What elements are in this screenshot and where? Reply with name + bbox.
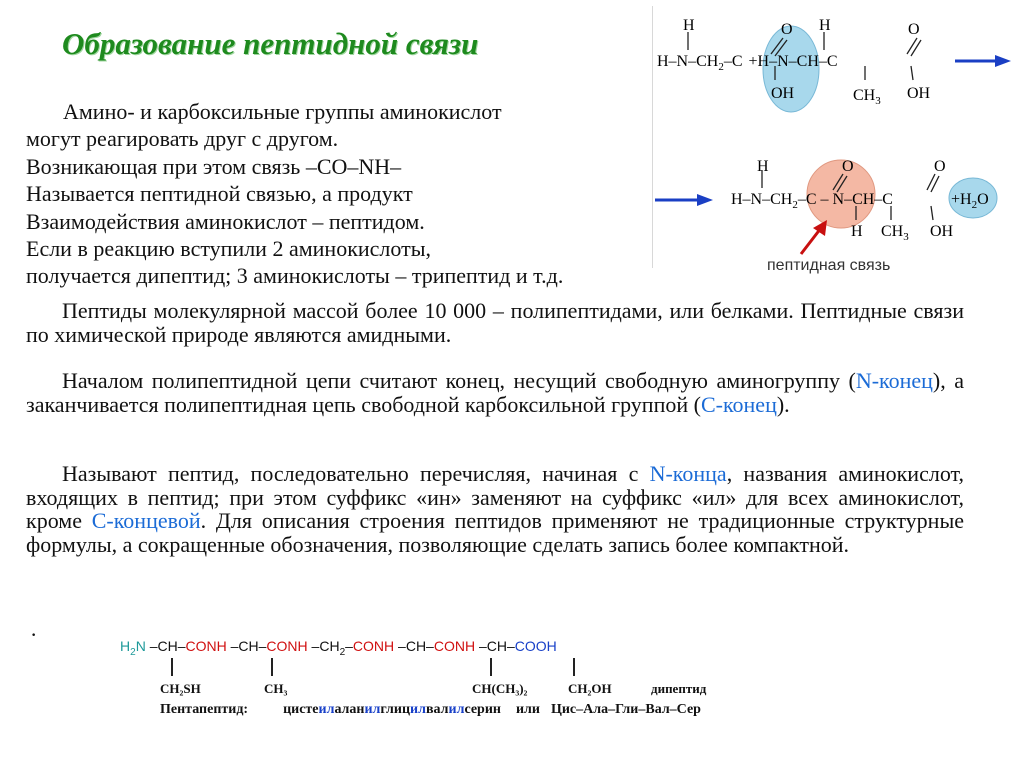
intro-line: Взаимодействия аминокислот – пептидом. <box>26 208 425 234</box>
r1-o-top2: O <box>908 21 920 38</box>
water-a: +H <box>951 191 972 208</box>
peptide-bond-label: пептидная связь <box>767 257 891 274</box>
r1-main-a: H–N–CH <box>657 53 719 70</box>
side-chain-ser: CH₂OH <box>568 681 612 696</box>
conh-link: CONH <box>352 638 395 654</box>
p3-part-b: , названия аминокислот, входящих в пептид; при этом суффикс «ин» заменяют на суффикс «ил» для всех аминокислот, кроме <box>26 461 964 534</box>
r1-h-top1: H <box>683 17 695 34</box>
conh-link: CONH <box>185 638 227 654</box>
side-chain-cys: CH₂SH <box>160 681 201 696</box>
dipeptide-label: дипептид <box>651 681 707 696</box>
intro-text <box>26 98 563 290</box>
peptide-bond-diagram <box>655 6 1021 278</box>
intro-line: могут реагировать друг с другом. <box>26 126 339 152</box>
or-word: или <box>515 702 540 717</box>
p3-part-c: . Для описания строения пептидов применяют не традиционные структурные формулы, а сокращенные обозначения, позволяющие сделать запись более компактной. <box>26 508 964 557</box>
name-part: цисте <box>283 702 319 717</box>
pentapeptide-formula <box>120 638 557 658</box>
intro-line: Возникающая при этом связь –CO–NH– <box>26 153 402 179</box>
r2-h-under: H <box>851 223 863 240</box>
ch-link: –CH– <box>394 638 434 654</box>
side-chain-bond <box>490 658 492 676</box>
r1-h-top2: H <box>819 17 831 34</box>
side-chain-bond <box>573 658 575 676</box>
r2-main-a: H–N–CH <box>731 191 793 208</box>
c-terminal-term: C-концевой <box>91 508 201 534</box>
r2-sub2: 2 <box>792 199 798 211</box>
name-part: серин <box>464 702 501 717</box>
pentapeptide-name <box>160 702 701 718</box>
r2-ch3-sub: 3 <box>903 231 909 243</box>
suffix-il: ил <box>364 702 381 717</box>
r1-ch3-label: CH <box>853 87 876 104</box>
cooh-group: COOH <box>514 638 557 654</box>
h2n-n: N <box>135 638 146 654</box>
paragraph-1-text: Пептиды молекулярной массой более 10 000 – полипептидами, или белками. Пептидные связи по химической природе являются амидными. <box>26 298 964 347</box>
paragraph-chain-ends <box>26 369 964 416</box>
h2n-h: H <box>120 638 131 654</box>
p3-part-a: Называют пептид, последовательно перечисляя, начиная с <box>62 461 650 486</box>
name-part: вал <box>425 702 449 717</box>
ch-link: –CH– <box>145 638 186 654</box>
intro-line: Если в реакцию вступили 2 аминокислоты, <box>26 236 432 262</box>
bullet: · <box>30 622 38 647</box>
r2-oh: OH <box>930 223 954 240</box>
arrow-head-icon <box>995 55 1011 67</box>
suffix-il: ил <box>410 702 426 717</box>
p2-part-a: Началом полипептидной цепи считают конец, несущий свободную аминогруппу ( <box>62 368 856 393</box>
c-end-term: C-конец <box>700 391 777 417</box>
p2-part-b: ), а заканчивается полипептидная цепь свободной карбоксильной группой ( <box>26 368 965 417</box>
n-end-term: N-конца <box>649 461 727 486</box>
ch2-sub: 2 <box>339 646 346 658</box>
h2n-sub: 2 <box>130 646 136 658</box>
r2-o-top2: O <box>934 158 946 175</box>
water-b: O <box>977 191 989 208</box>
water-sub: 2 <box>971 199 978 211</box>
paragraph-polypeptides <box>26 299 964 346</box>
name-part: алан <box>334 702 365 717</box>
ch2-link <box>307 638 353 658</box>
r1-oh1: OH <box>771 85 795 102</box>
r1-ch3 <box>853 87 881 107</box>
ch2-a: –CH <box>307 638 340 654</box>
suffix-il: ил <box>318 702 335 717</box>
h2n-group <box>120 638 146 658</box>
arrow-head-icon <box>697 194 713 206</box>
side-chain-bond <box>171 658 173 676</box>
r1-o-top1: O <box>781 21 793 38</box>
r1-main-b: –C <box>723 53 743 70</box>
intro-line: получается дипептид; 3 аминокислоты – трипептид и т.д. <box>26 263 564 289</box>
pentapeptide-label: Пентапептид: <box>160 702 249 717</box>
r1-plus-h: +H <box>748 53 770 70</box>
side-chain-val: CH(CH₃)₂ <box>472 681 528 696</box>
ch-link: –CH– <box>226 638 267 654</box>
suffix-il: ил <box>448 702 465 717</box>
name-part: глиц <box>380 702 411 717</box>
divider <box>652 6 653 268</box>
r2-ch3 <box>881 223 909 243</box>
r1-oh2: OH <box>907 85 931 102</box>
ch2-b: – <box>345 638 353 654</box>
side-chain-bond <box>271 658 273 676</box>
page-title: Образование пептидной связи <box>62 26 479 61</box>
paragraph-naming <box>26 462 964 556</box>
r2-o-top1: O <box>842 158 854 175</box>
intro-line: Называется пептидной связью, а продукт <box>26 181 413 207</box>
r2-main-b: –C – N–CH–C <box>797 191 893 208</box>
conh-link: CONH <box>433 638 476 654</box>
r1-ch3-sub: 3 <box>875 95 881 107</box>
conh-link: CONH <box>266 638 308 654</box>
r2-h-top: H <box>757 158 769 175</box>
n-end-term: N-конец <box>855 368 933 393</box>
r2-ch3-label: CH <box>881 223 904 240</box>
intro-line: Амино- и карбоксильные группы аминокислот <box>63 99 502 124</box>
p2-part-c: ). <box>776 391 790 417</box>
pointer-arrow-icon <box>801 228 821 254</box>
short-notation: Цис–Ала–Гли–Вал–Сер <box>550 702 701 717</box>
r1-main-c: –N–CH–C <box>769 53 838 70</box>
r1-sub2: 2 <box>718 61 724 73</box>
side-chain-ala: CH₃ <box>264 681 288 696</box>
ch-link: –CH– <box>475 638 515 654</box>
